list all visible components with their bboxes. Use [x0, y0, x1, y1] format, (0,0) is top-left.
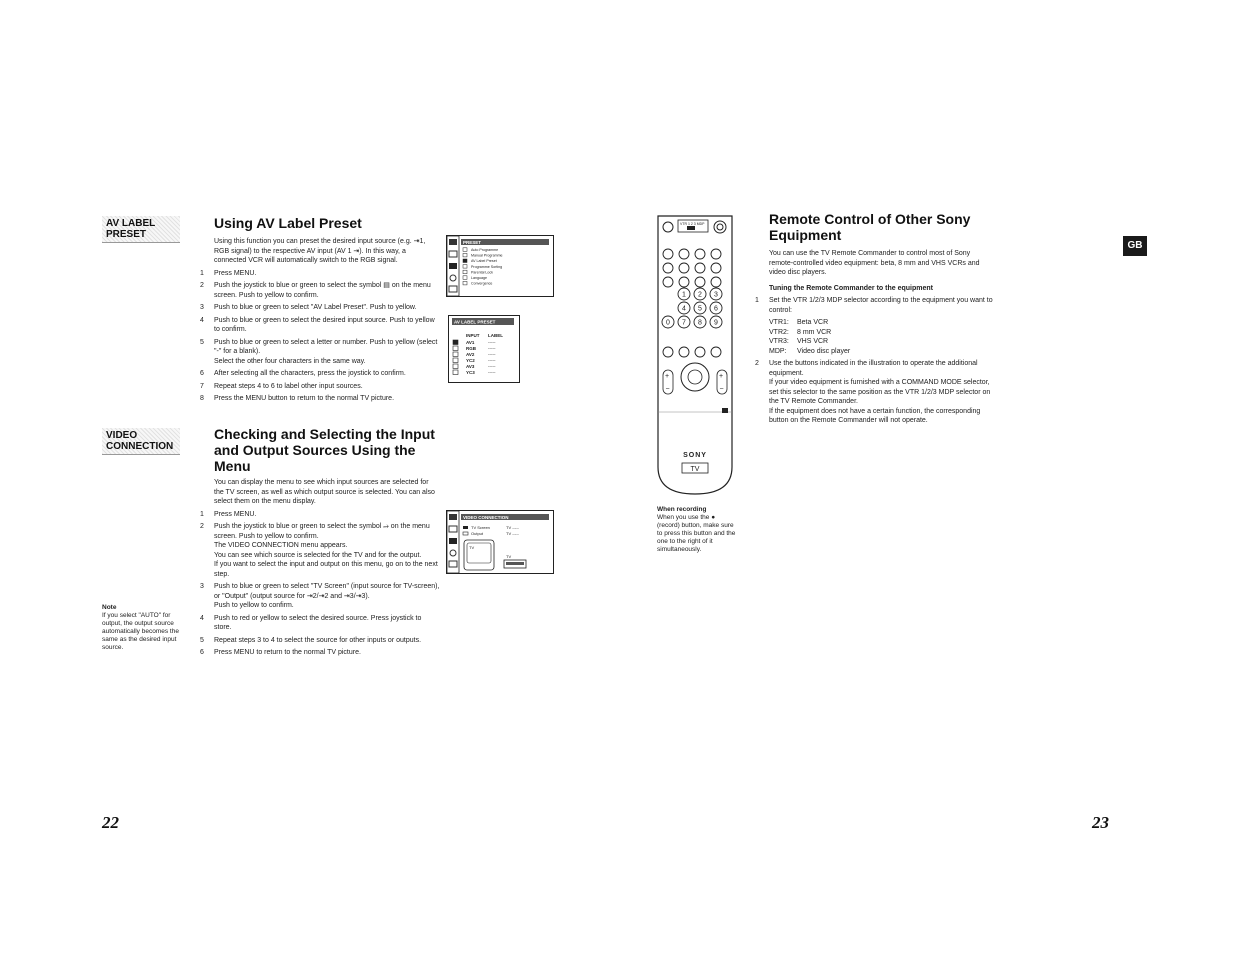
label-value: -----	[488, 346, 496, 351]
vtr-value: Beta VCR	[797, 319, 829, 326]
step-number: 4	[200, 614, 204, 622]
column-header-label: LABEL	[488, 333, 503, 338]
step-text: Use the buttons indicated in the illustration to operate the additional equipment. If your video equipment is furnished with a COMMAND MODE selector, set this selector to the same position as the VTR 1/2/3 MDP selector on the TV Remote Commander. If the equipment does not have a certain function, the corresponding button on the Remote Commander will not operate.	[769, 360, 991, 424]
number-button-label: 7	[682, 319, 686, 327]
menu-item-label: Language	[471, 276, 487, 280]
step-item	[200, 382, 440, 392]
input-name: YC2	[466, 358, 475, 363]
sony-logo: SONY	[683, 452, 707, 459]
vtr-key: VTR1:	[769, 319, 789, 326]
step-item	[200, 522, 440, 579]
step-text: Press MENU to return to the normal TV picture.	[214, 649, 361, 656]
svg-text:−: −	[665, 386, 670, 393]
step-item	[200, 369, 440, 379]
step-number: 2	[755, 360, 759, 367]
vtr-value: 8 mm VCR	[797, 328, 832, 336]
step-number: 2	[200, 523, 204, 530]
vtr-key: VTR2:	[769, 328, 789, 336]
page-number-right: 23	[1092, 813, 1109, 832]
tv-badge-text: TV	[690, 466, 700, 473]
step-text: Press the MENU button to return to the normal TV picture.	[214, 395, 395, 402]
step-item	[200, 269, 440, 279]
step-number: 5	[200, 338, 204, 346]
menu-icon-column	[447, 511, 459, 573]
step-text: Push to blue or green to select "TV Screen" (input source for TV-screen), or "Output" (output source for ⇥2/⇥2 and ⇥3/⇥3). Push to yellow to confirm.	[214, 583, 440, 609]
step-number: 2	[200, 282, 204, 289]
step-text: Push to blue or green to select the desired input source. Push to yellow to confirm.	[214, 316, 435, 333]
step-item	[200, 510, 440, 520]
input-name: AV2	[466, 352, 475, 357]
step-number: 1	[200, 269, 204, 277]
step-text: Push to blue or green to select a letter or number. Push to yellow (select "-" for a blank). Select the other four characters in the same way.	[214, 338, 438, 365]
label-value: -----	[488, 358, 496, 363]
section-title-video-connection: Checking and Selecting the Input and Output Sources Using the Menu	[214, 426, 435, 474]
menu-item-output: Output	[471, 531, 484, 536]
input-name: AV3	[466, 364, 475, 369]
note-text: If you select "AUTO" for output, the output source automatically becomes the same as the desired input source.	[102, 612, 179, 651]
step-number: 6	[200, 370, 204, 377]
input-name: AV1	[466, 340, 475, 345]
vtr-list-item	[769, 337, 993, 347]
menu-header-text: AV LABEL PRESET	[454, 319, 496, 325]
recording-note-title: When recording	[657, 506, 707, 513]
section-body-remote-control	[755, 249, 993, 426]
step-text: Push the joystick to blue or green to select the symbol ▤ on the menu screen. Push to yellow to confirm.	[214, 282, 431, 299]
number-button-label: 4	[682, 305, 686, 313]
menu-value-2: TV -----	[506, 531, 519, 536]
step-item	[200, 582, 440, 611]
menu-item-label: Convergence	[471, 281, 493, 286]
vtr-list-item	[769, 328, 993, 338]
label-value: -----	[488, 352, 496, 357]
label-value: -----	[488, 364, 496, 369]
video-connection-screen	[446, 510, 554, 574]
svg-text:+: +	[665, 373, 670, 380]
step-text: Push the joystick to blue or green to select the symbol ⭌ on the menu screen. Push to yellow to confirm. The VIDEO CONNECTION menu appears. You can see which source is selected for the TV and for the output. If you want to select the input and output on this menu, go on to the next step.	[214, 523, 438, 578]
menu-item-marker	[463, 259, 467, 263]
step-item	[200, 303, 440, 313]
tv-label: TV	[469, 545, 475, 550]
menu-value-1: TV -----	[506, 525, 519, 530]
step-number: 6	[200, 649, 204, 656]
steps-list-av-label	[200, 269, 440, 407]
menu-item-label: Parental Lock	[471, 270, 493, 275]
step-text: Press MENU.	[214, 510, 257, 518]
step-text: Push to blue or green to select "AV Label Preset". Push to yellow.	[214, 304, 417, 311]
step-text: Set the VTR 1/2/3 MDP selector according to the equipment you want to control:	[769, 297, 993, 314]
number-button-label: 5	[698, 305, 702, 313]
input-name: YC3	[466, 370, 475, 375]
vtr-key: VTR3:	[769, 338, 789, 345]
menu-item-label: Programme Sorting	[471, 264, 503, 269]
number-button-label: 8	[698, 319, 702, 327]
step-number: 1	[200, 510, 204, 518]
menu-item-label: Auto Programme	[471, 248, 499, 252]
vtr-list	[769, 318, 993, 356]
recording-note	[657, 506, 737, 554]
step-text: Press MENU.	[214, 269, 257, 277]
number-button-label: 3	[714, 291, 718, 299]
note-title: Note	[102, 604, 117, 611]
number-button-label: 9	[714, 319, 718, 327]
menu-item-label: Manual Programme	[471, 253, 503, 258]
step-2	[755, 359, 993, 426]
av-label-preset-screen	[448, 315, 520, 383]
step-item	[200, 648, 440, 658]
label-value: -----	[488, 370, 496, 375]
section-title-av-label-preset: Using AV Label Preset	[214, 215, 362, 231]
vtr-selector-label: VTR 1 2 3 MDP	[680, 222, 705, 226]
vcr-label: TV	[506, 554, 512, 559]
vtr-value: Video disc player	[797, 347, 851, 355]
step-number: 4	[200, 316, 204, 324]
intro-paragraph: You can use the TV Remote Commander to control most of Sony remote-controlled video equipment: beta, 8 mm and VHS VCRs and video disc players.	[769, 250, 980, 276]
side-tab-video-connection: VIDEO CONNECTION	[102, 428, 180, 455]
remote-commander-illustration	[650, 212, 740, 497]
menu-header-text: PRESET	[463, 240, 482, 245]
number-button-label: 1	[682, 291, 686, 299]
input-name: RGB	[466, 346, 476, 351]
step-item	[200, 636, 440, 646]
language-badge: GB	[1123, 236, 1147, 256]
step-text: Repeat steps 3 to 4 to select the source for other inputs or outputs.	[214, 636, 422, 644]
step-1	[755, 296, 993, 315]
vtr-list-item	[769, 347, 993, 357]
side-tab-av-label-preset: AV LABEL PRESET	[102, 216, 180, 243]
step-text: Repeat steps 4 to 6 to label other input sources.	[214, 382, 363, 390]
step-text: After selecting all the characters, press the joystick to confirm.	[214, 370, 406, 377]
step-number: 3	[200, 304, 204, 311]
side-note	[102, 604, 182, 652]
menu-icon-column	[447, 236, 459, 296]
section-body-video-connection	[200, 478, 440, 661]
step-number: 8	[200, 395, 204, 402]
row-marker	[453, 340, 458, 345]
subheading: Tuning the Remote Commander to the equipment	[769, 284, 933, 292]
menu-header-text: VIDEO CONNECTION	[463, 515, 509, 520]
number-button-label: 2	[698, 291, 702, 299]
number-button-label: 0	[666, 319, 670, 327]
column-header-input: INPUT	[466, 333, 480, 338]
recording-note-text: When you use the ● (record) button, make sure to press this button and the one to the right of it simultaneously.	[657, 514, 736, 553]
step-text: Push to red or yellow to select the desired source. Press joystick to store.	[214, 614, 422, 631]
intro-paragraph: You can display the menu to see which input sources are selected for the TV screen, as well as which output source is selected. You can also select them on the menu display.	[214, 479, 435, 505]
step-number: 7	[200, 382, 204, 390]
menu-item-label: AV Label Preset	[471, 259, 497, 264]
label-value: -----	[488, 340, 496, 345]
svg-text:+: +	[719, 373, 724, 380]
step-number: 1	[755, 297, 759, 304]
intro-paragraph: Using this function you can preset the desired input source (e.g. ⇥1, RGB signal) to the respective AV input (AV 1 ⇥). In this way, a connected VCR will automatically switch to the RGB signal.	[214, 238, 426, 264]
page-number-left: 22	[102, 813, 119, 832]
number-button-label: 6	[714, 305, 718, 313]
step-item	[200, 394, 440, 404]
step-item	[200, 281, 440, 300]
section-body-av-label-preset	[200, 237, 440, 407]
vtr-key: MDP:	[769, 347, 787, 355]
vtr-value: VHS VCR	[797, 338, 829, 345]
section-title-remote-control: Remote Control of Other Sony Equipment	[769, 211, 971, 243]
step-number: 5	[200, 636, 204, 644]
step-item	[200, 316, 440, 335]
preset-menu-screen	[446, 235, 554, 297]
steps-list-video-connection	[200, 510, 440, 661]
menu-item-tv-screen: TV Screen	[471, 525, 490, 530]
svg-text:−: −	[719, 386, 724, 393]
step-number: 3	[200, 583, 204, 590]
vtr-list-item	[769, 318, 993, 328]
step-item	[200, 614, 440, 633]
step-item	[200, 338, 440, 367]
